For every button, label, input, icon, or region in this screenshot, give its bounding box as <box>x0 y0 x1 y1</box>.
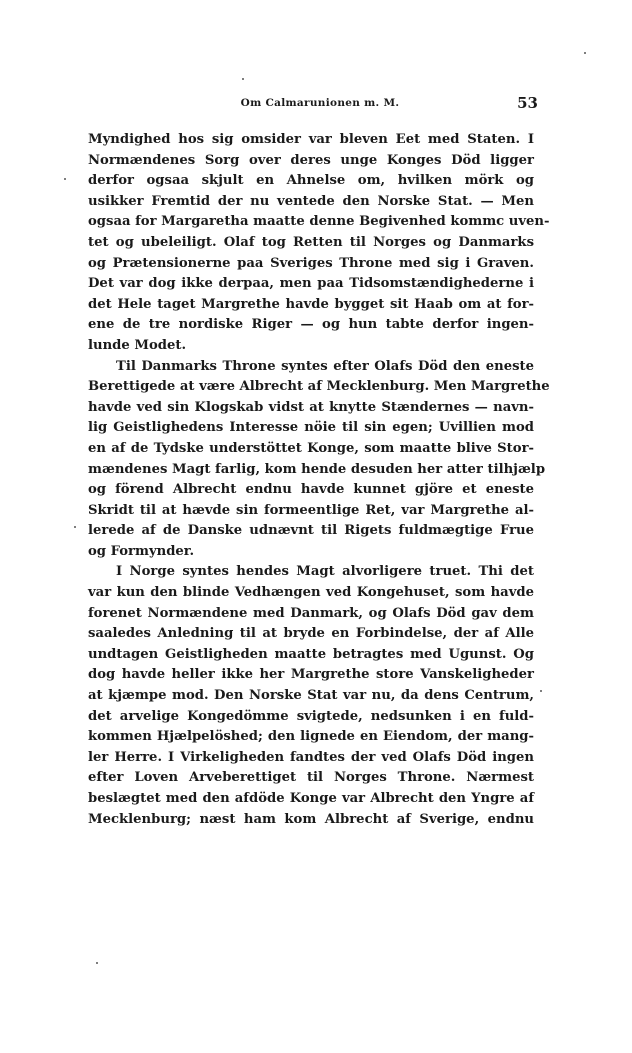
scan-speck <box>74 526 76 528</box>
text-line: kommen Hjælpelöshed; den lignede en Eiendom, der mang- <box>88 729 534 745</box>
text-line: saaledes Anledning til at bryde en Forbindelse, der af Alle <box>88 626 534 642</box>
text-line: lunde Modet. <box>88 337 187 353</box>
scan-speck <box>96 962 98 964</box>
body-text <box>88 130 550 830</box>
text-line: lig Geistlighedens Interesse nöie til sin egen; Uvillien mod <box>88 420 534 436</box>
text-line: ogsaa for Margaretha maatte denne Begivenhed kommc uven- <box>88 214 550 230</box>
text-line: at kjæmpe mod. Den Norske Stat var nu, da dens Centrum, <box>88 688 534 704</box>
text-line: dog havde heller ikke her Margrethe store Vanskeligheder <box>88 667 534 683</box>
text-line: det Hele taget Margrethe havde bygget sit Haab om at for- <box>88 296 534 312</box>
text-line: en af de Tydske understöttet Konge, som maatte blive Stor- <box>88 440 534 456</box>
scan-speck <box>64 178 66 180</box>
text-line: mændenes Magt farlig, kom hende desuden her atter tilhjælp <box>88 461 546 477</box>
text-line: det arvelige Kongedömme svigtede, nedsunken i en fuld- <box>88 708 534 724</box>
text-line: Skridt til at hævde sin formeentlige Ret, var Margrethe al- <box>88 502 534 518</box>
scan-speck <box>242 78 244 80</box>
text-line: beslægtet med den afdöde Konge var Albrecht den Yngre af <box>88 791 534 806</box>
scan-speck <box>540 690 542 692</box>
text-line: usikker Fremtid der nu ventede den Norske Stat. — Men <box>88 193 534 209</box>
text-line: ler Herre. I Virkeligheden fandtes der ved Olafs Död ingen <box>88 749 534 765</box>
text-line: Berettigede at være Albrecht af Mecklenburg. Men Margrethe <box>88 379 550 395</box>
text-line: og Formynder. <box>88 543 195 559</box>
scan-speck <box>584 52 586 54</box>
text-line: ene de tre nordiske Riger — og hun tabte derfor ingen- <box>88 317 534 333</box>
text-line: efter Loven Arveberettiget til Norges Throne. Nærmest <box>88 770 534 786</box>
text-line: derfor ogsaa skjult en Ahnelse om, hvilken mörk og <box>88 173 534 189</box>
text-line: undtagen Geistligheden maatte betragtes med Ugunst. Og <box>88 646 534 662</box>
running-head-title: Om Calmarunionen m. M. <box>240 97 400 109</box>
paragraph-first-line: Til Danmarks Throne syntes efter Olafs Död den eneste <box>116 358 534 374</box>
text-line: Mecklenburg; næst ham kom Albrecht af Sverige, endnu <box>88 811 534 827</box>
page-number: 53 <box>517 94 538 112</box>
text-line: forenet Normændene med Danmark, og Olafs Död gav dem <box>88 605 534 621</box>
running-head <box>88 94 538 114</box>
text-line: og förend Albrecht endnu havde kunnet gjöre et eneste <box>88 482 534 498</box>
text-line: Normændenes Sorg over deres unge Konges Död ligger <box>88 152 534 168</box>
paragraph-first-line: I Norge syntes hendes Magt alvorligere truet. Thi det <box>116 564 534 580</box>
text-line: var kun den blinde Vedhængen ved Kongehuset, som havde <box>88 585 534 601</box>
text-line: lerede af de Danske udnævnt til Rigets fuldmægtige Frue <box>88 523 534 539</box>
text-line: tet og ubeleiligt. Olaf tog Retten til Norges og Danmarks <box>88 234 534 250</box>
text-line: havde ved sin Klogskab vidst at knytte Stændernes — navn- <box>88 399 534 415</box>
text-line: Myndighed hos sig omsider var bleven Eet med Staten. I <box>88 132 534 147</box>
text-line: Det var dog ikke derpaa, men paa Tidsomstændighederne i <box>88 276 534 292</box>
text-line: og Prætensionerne paa Sveriges Throne med sig i Graven. <box>88 255 534 271</box>
